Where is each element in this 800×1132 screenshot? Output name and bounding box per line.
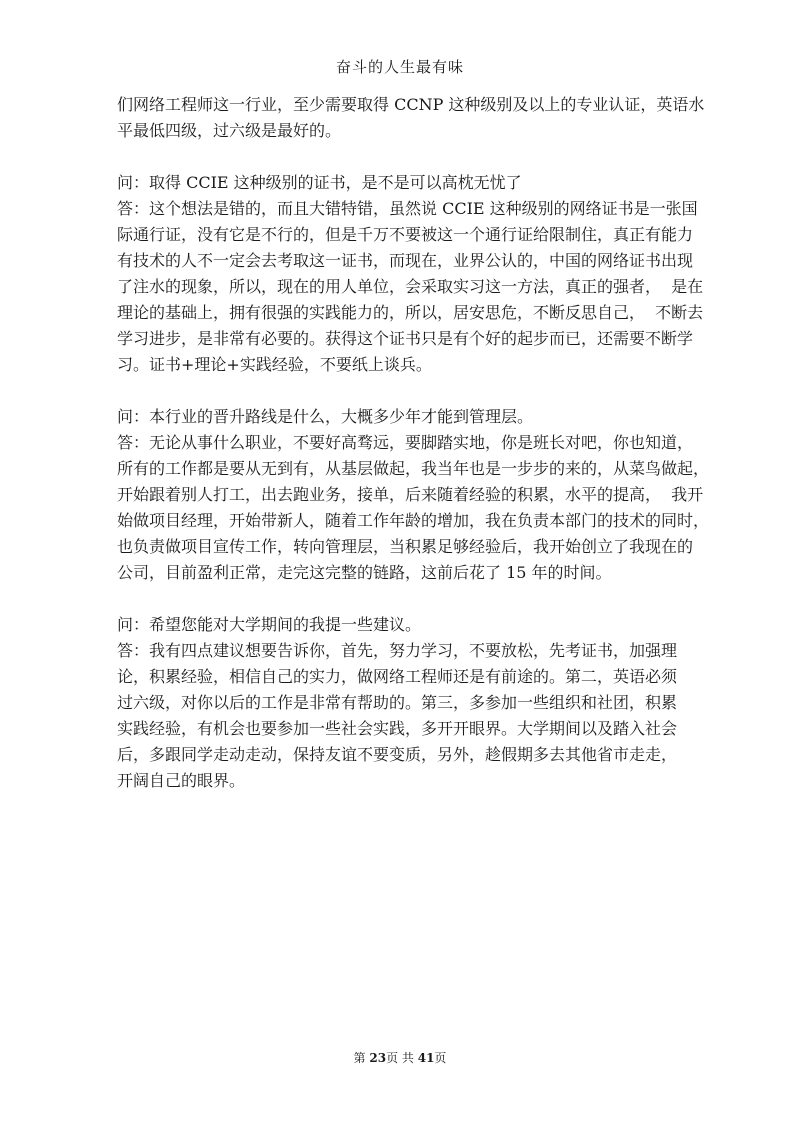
answer-3-line: 过六级，对你以后的工作是非常有帮助的。第三，多参加一些组织和社团，积累: [117, 693, 678, 712]
current-page-number: 23: [369, 1051, 387, 1065]
answer-1-line: 学习进步，是非常有必要的。获得这个证书只是有个好的起步而已，还需要不断学: [117, 329, 694, 348]
page-footer: [0, 1049, 800, 1066]
total-page-count: 41: [417, 1051, 435, 1065]
answer-2-line: 开始跟着别人打工，出去跑业务，接单，后来随着经验的积累，水平的提高， 我开: [117, 485, 704, 504]
answer-3-line: 论，积累经验，相信自己的实力，做网络工程师还是有前途的。第二，英语必须: [117, 667, 678, 686]
answer-2-line: 公司，目前盈利正常，走完这完整的链路，这前后花了 15 年的时间。: [117, 563, 612, 582]
question-1: 问：取得 CCIE 这种级别的证书，是不是可以高枕无忧了: [117, 173, 522, 192]
answer-1-line: 习。证书+理论+实践经验，不要纸上谈兵。: [117, 355, 432, 374]
paragraph-line: 们网络工程师这一行业，至少需要取得 CCNP 这种级别及以上的专业认证，英语水: [117, 95, 705, 114]
answer-1-line: 有技术的人不一定会去考取这一证书，而现在，业界公认的，中国的网络证书出现: [117, 251, 694, 270]
answer-2-line: 所有的工作都是要从无到有，从基层做起，我当年也是一步步的来的，从菜鸟做起，: [117, 459, 710, 478]
question-2: 问：本行业的晋升路线是什么，大概多少年才能到管理层。: [117, 407, 534, 426]
paragraph-spacer: [117, 378, 707, 404]
answer-2-line: 答：无论从事什么职业，不要好高骛远，要脚踏实地，你是班长对吧，你也知道，: [117, 433, 694, 452]
document-body: [117, 92, 710, 794]
answer-1-line: 理论的基础上，拥有很强的实践能力的，所以，居安思危，不断反思自己， 不断去: [117, 303, 704, 322]
paragraph-spacer: [117, 586, 707, 612]
answer-1-line: 际通行证，没有它是不行的，但是千万不要被这一个通行证给限制住，真正有能力: [117, 225, 694, 244]
answer-2-line: 也负责做项目宣传工作，转向管理层，当积累足够经验后，我开始创立了我现在的: [117, 537, 694, 556]
answer-3-line: 开阔自己的眼界。: [117, 771, 246, 790]
paragraph-line: 平最低四级，过六级是最好的。: [117, 121, 342, 140]
answer-3-line: 后，多跟同学走动走动，保持友谊不要变质，另外，趁假期多去其他省市走走，: [117, 745, 678, 764]
answer-3-line: 答：我有四点建议想要告诉你，首先，努力学习，不要放松，先考证书，加强理: [117, 641, 678, 660]
footer-prefix: 第: [353, 1051, 370, 1065]
answer-1-line: 答：这个想法是错的，而且大错特错，虽然说 CCIE 这种级别的网络证书是一张国: [117, 199, 698, 218]
paragraph-spacer: [117, 144, 707, 170]
answer-3-line: 实践经验，有机会也要参加一些社会实践，多开开眼界。大学期间以及踏入社会: [117, 719, 678, 738]
answer-2-line: 始做项目经理，开始带新人，随着工作年龄的增加，我在负责本部门的技术的同时，: [117, 511, 710, 530]
footer-suffix: 页: [434, 1051, 447, 1065]
answer-1-line: 了注水的现象，所以，现在的用人单位，会采取实习这一方法，真正的强者， 是在: [117, 277, 704, 296]
question-3: 问：希望您能对大学期间的我提一些建议。: [117, 615, 422, 634]
footer-middle: 页 共: [386, 1051, 418, 1065]
page-header-title: 奋斗的人生最有味: [335, 58, 464, 76]
